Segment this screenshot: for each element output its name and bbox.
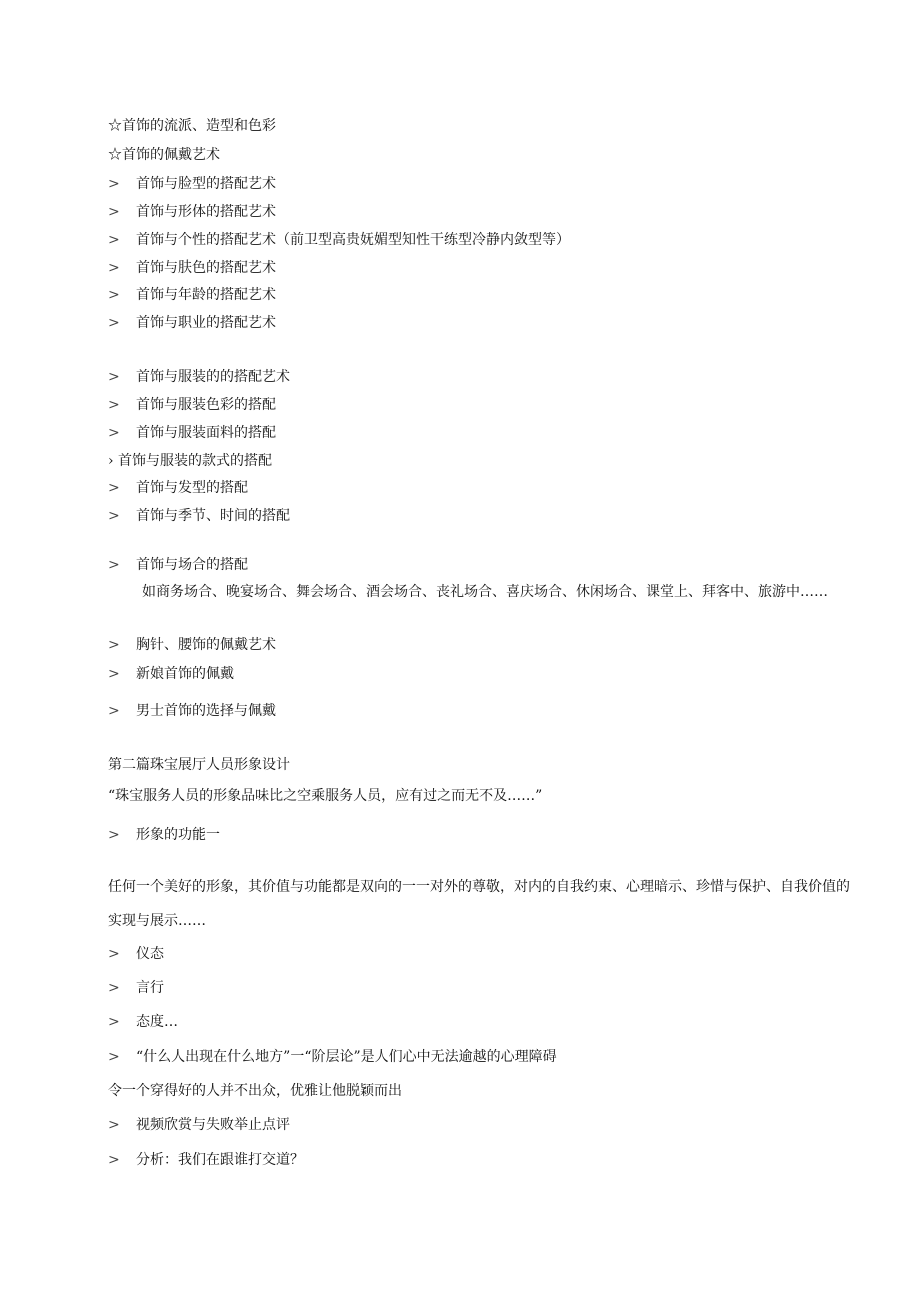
bullet-icon: >: [108, 946, 120, 962]
list-item: > 首饰与肤色的搭配艺术: [108, 260, 276, 276]
bullet-icon: >: [108, 232, 120, 248]
list-item: > 首饰与年龄的搭配艺术: [108, 287, 276, 303]
list-item: > 视频欣赏与失败举止点评: [108, 1117, 290, 1133]
list-item: > 言行: [108, 980, 164, 996]
bullet-icon: >: [108, 1117, 120, 1133]
bullet-icon: >: [108, 703, 120, 719]
list-item: > 首饰与场合的搭配: [108, 557, 248, 573]
list-item: > 仪态: [108, 946, 164, 962]
list-item: › 首饰与服装的款式的搭配: [108, 453, 273, 469]
bullet-icon: >: [108, 369, 120, 385]
list-item: > 首饰与发型的搭配: [108, 480, 248, 496]
list-item: > 分析：我们在跟谁打交道？: [108, 1152, 304, 1168]
list-item: > 形象的功能一: [108, 827, 220, 843]
bullet-icon: >: [108, 1014, 120, 1030]
bullet-icon: >: [108, 637, 120, 653]
list-item: > 首饰与季节、时间的搭配: [108, 508, 290, 524]
list-item: > 首饰与服装面料的搭配: [108, 425, 276, 441]
quote-line: “珠宝服务人员的形象品味比之空乘服务人员，应有过之而无不及……”: [108, 788, 543, 804]
bullet-icon: >: [108, 557, 120, 573]
section-title: 第二篇珠宝展厅人员形象设计: [108, 757, 290, 773]
heading-styles: ☆首饰的流派、造型和色彩: [108, 118, 276, 134]
list-item: > 男士首饰的选择与佩戴: [108, 703, 276, 719]
heading-wearing-art: ☆首饰的佩戴艺术: [108, 147, 220, 163]
list-item: > 胸针、腰饰的佩戴艺术: [108, 637, 276, 653]
bullet-icon: >: [108, 1049, 120, 1065]
bullet-icon: >: [108, 176, 120, 192]
occasion-examples: 如商务场合、晚宴场合、舞会场合、酒会场合、丧礼场合、喜庆场合、休闲场合、课堂上、拜客中、旅游中……: [142, 584, 828, 600]
list-item: > “什么人出现在什么地方”一“阶层论”是人们心中无法逾越的心理障碍: [108, 1049, 557, 1065]
bullet-icon: >: [108, 397, 120, 413]
bullet-icon: >: [108, 260, 120, 276]
bullet-icon: >: [108, 827, 120, 843]
list-item: > 首饰与服装的的搭配艺术: [108, 369, 290, 385]
bullet-icon: >: [108, 666, 120, 682]
list-item: > 首饰与形体的搭配艺术: [108, 204, 276, 220]
bullet-icon: >: [108, 204, 120, 220]
bullet-icon: >: [108, 1152, 120, 1168]
list-item: > 新娘首饰的佩戴: [108, 666, 234, 682]
list-item: > 首饰与职业的搭配艺术: [108, 315, 276, 331]
bullet-icon: >: [108, 287, 120, 303]
statement-line: 令一个穿得好的人并不出众，优雅让他脱颖而出: [108, 1083, 402, 1099]
bullet-icon: >: [108, 508, 120, 524]
bullet-icon: >: [108, 315, 120, 331]
list-item: > 首饰与个性的搭配艺术（前卫型高贵妩媚型知性干练型冷静内敛型等）: [108, 232, 570, 248]
image-function-paragraph: 任何一个美好的形象，其价值与功能都是双向的一一对外的尊敬，对内的自我约束、心理暗示、珍惜与保护、自我价值的实现与展示……: [108, 879, 850, 929]
list-item: > 首饰与脸型的搭配艺术: [108, 176, 276, 192]
bullet-icon: >: [108, 980, 120, 996]
list-item: > 态度…: [108, 1014, 178, 1030]
bullet-icon: >: [108, 425, 120, 441]
list-item: > 首饰与服装色彩的搭配: [108, 397, 276, 413]
bullet-icon: >: [108, 480, 120, 496]
